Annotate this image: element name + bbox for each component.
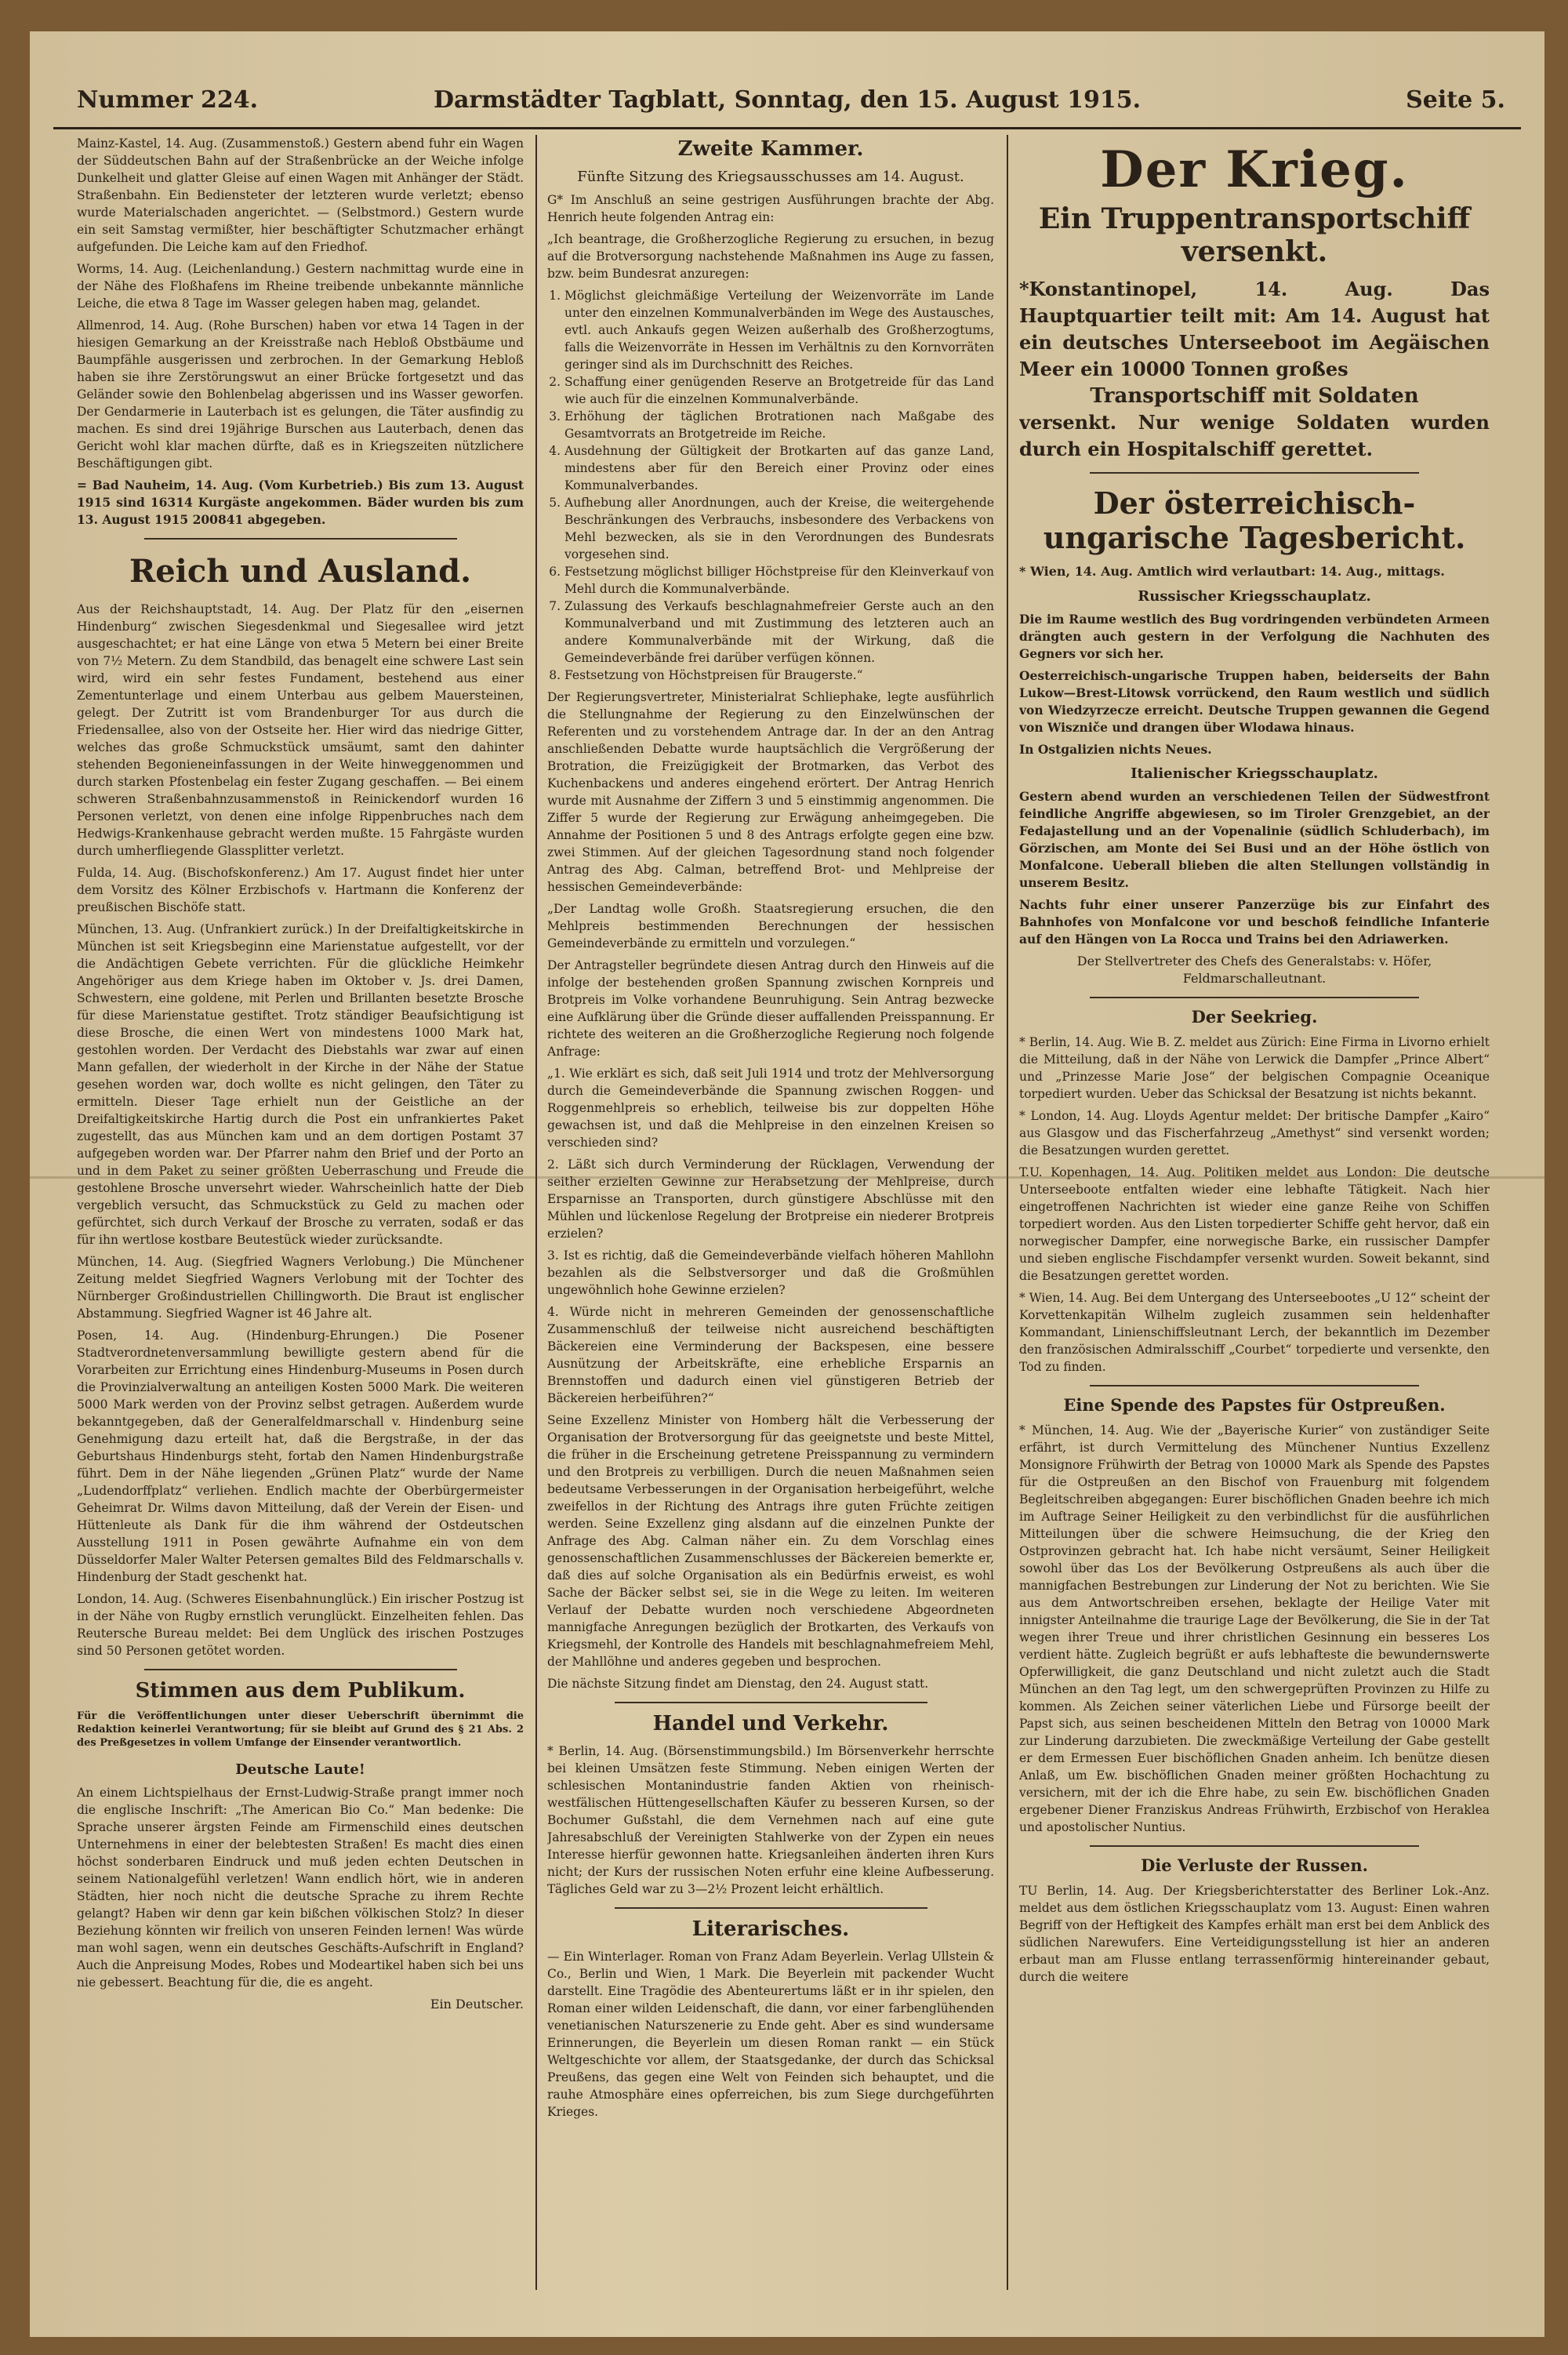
article-paragraph: T.U. Kopenhagen, 14. Aug. Politiken meldet aus London: Die deutsche Unterseeboote entfalten wieder eine lebhafte Tätigkeit. Nach hier eingetroffenen Nachrichten ist wieder eine ganze Reihe von Schiffen torpediert worden. Aus den Listen torpedierter Schiffe geht hervor, daß ein norwegischer Dampfer, eine norwegische Barke, ein russischer Dampfer und sieben englische Fischdampfer versenkt wurden. Soweit bekannt, sind die Besatzungen gerettet worden. (1019, 1165, 1490, 1283)
article-paragraph: * Wien, 14. Aug. Bei dem Untergang des Unterseebootes „U 12“ scheint der Korvettenkapitän Wilhelm zugleich zusammen sein heldenhafter Kommandant, Linienschiffsleutnant Lerch, der bekanntlich im Dezember den französischen Admiralsschiff „Courbet“ torpedierte und versenkte, den Tod zu finden. (1019, 1290, 1490, 1374)
article-paragraph: Worms, 14. Aug. (Leichenlandung.) Gestern nachmittag wurde eine in der Nähe des Floßhafens im Rheine treibende unbekannte männliche Leiche, die etwa 8 Tage im Wasser gelegen haben mag, gelandet. (77, 262, 524, 311)
article-paragraph: 2. Läßt sich durch Verminderung der Rücklagen, Verwendung der seither erzielten Gewinne zur Herabsetzung der Mehlpreise, durch Ersparnisse an Transporten, durch günstigere Abschlüsse mit den Mühlen und lückenlose Regelung der Brotpreise ein niederer Brotpreis erzielen? (547, 1158, 994, 1241)
article-paragraph: Aus der Reichshauptstadt, 14. Aug. Der Platz für den „eisernen Hindenburg“ zwischen Siegesdenkmal und Siegesallee wird jetzt ausgeschachtet; er hat eine Länge von etwa 5 Metern bei einer Breite von 7½ Metern. Zu dem Standbild, das benagelt eine schwere Last sein wird, wird ein sehr festes Fundament, bestehend aus einer Zementunterlage und einem Unterbau aus gelbem Mauersteinen, gelegt. Der Zutritt ist vom Brandenburger Tor aus durch die Friedensallee, also von der Ostseite her. Hier wird das niedrige Gitter, welches das große Schmuckstück umsäumt, samt den dahinter stehenden Begonieneinfassungen in der Weite hinweggenommen und durch starken Pfostenbelag ein fester Zugang geschaffen. — Bei einem schweren Straßenbahnzusammenstoß in Reinickendorf wurden 16 Personen verletzt, von denen eine infolge Rippenbruches nach dem Hedwigs-Krankenhause gebracht werden mußte. 15 Fahrgäste wurden durch umherfliegende Glassplitter verletzt. (77, 602, 524, 858)
section-heading-handel: Handel und Verkehr. (652, 1712, 889, 1735)
lead-paragraph (1019, 276, 1490, 463)
article-paragraph: * München, 14. Aug. Wie der „Bayerische Kurier“ von zuständiger Seite erfährt, ist durch Vermittelung des Münchener Nuntius Exzellenz Monsignore Frühwirth der Betrag von 10000 Mark als Spende des Papstes für die Ostpreußen an den Bischof von Frauenburg mit folgendem Begleitschreiben abgegangen: Eurer bischöflichen Gnaden beehre ich mich im Auftrage Seiner Heiligkeit zu den verbindlichst für die ausführlichen Mitteilungen über die schwere Heimsuchung, die der Krieg den Ostprovinzen gebracht hat. Ich habe nicht versäumt, Seiner Heiligkeit sowohl über das Los der Bevölkerung Ostpreußens als auch über die mannigfachen Bestrebungen zur Linderung der Not zu berichten. Wie Sie aus dem Antwortschreiben ersehen, beklagte der Heilige Vater mit innigster Anteilnahme die traurige Lage der Bevölkerung, die Sie in der Tat wegen ihrer Treue und ihrer christlichen Gesinnung ein besseres Los verdient hätte. Zugleich begrüßt er aufs lebhafteste die bewundernswerte Opferwilligkeit, die ganz Deutschland und nicht zuletzt auch die Stadt München an den Tag legt, um den schwergeprüften Provinzen zu Hilfe zu kommen. Als Zeichen seiner väterlichen Liebe und Fürsorge beeilt der Papst sich, aus seinen bescheidenen Mitteln den Betrag von 10000 Mark zur Linderung darzubieten. Die zweckmäßige Verteilung der Gabe gestellt er dem Ermessen Euer bischöflichen Gnaden anheim. Ich benütze diesen Anlaß, um Ew. bischöflichen Gnaden meiner größten Hochachtung zu versichern, mit der ich die Ehre habe, zu sein Ew. bischöflichen Gnaden ergebener Diener Franziskus Andreas Frühwirth, Erzbischof von Heraklea und apostolischer Nuntius. (1019, 1423, 1490, 1834)
section-heading-krieg: Der Krieg. (1100, 140, 1409, 199)
motion-item: 4. Ausdehnung der Gültigkeit der Brotkarten auf das ganze Land, mindestens aber für den Bereich einer Provinz oder eines Kommunalverbandes. (564, 442, 994, 494)
article-paragraph: Allmenrod, 14. Aug. (Rohe Burschen) haben vor etwa 14 Tagen in der hiesigen Gemarkung an der Kreisstraße nach Hebloß Obstbäume und Baumpfähle ausgerissen und zerbrochen. In der Gemarkung Hebloß haben sie ihre Zerstörungswut an einer Brücke fortgesetzt und das Geländer sowie den Bohlenbelag abgerissen und ins Wasser geworfen. Der Gendarmerie in Lauterbach ist es gelungen, die Täter ausfindig zu machen. Es sind drei 19jährige Burschen aus Lauterbach, denen das Gericht wohl klar machen dürfte, daß es in Kriegszeiten nützlichere Beschäftigungen gibt. (77, 318, 524, 471)
section-heading-papst: Eine Spende des Papstes für Ostpreußen. (1063, 1394, 1446, 1415)
section-heading-seekrieg: Der Seekrieg. (1191, 1006, 1318, 1027)
section-divider (1090, 997, 1419, 998)
article-paragraph: G* Im Anschluß an seine gestrigen Ausführungen brachte der Abg. Henrich heute folgenden Antrag ein: (547, 193, 994, 224)
article-paragraph: 4. Würde nicht in mehreren Gemeinden der genossenschaftliche Zusammenschluß der teilweise nicht ausreichend beschäftigten Bäckereien eine Verminderung der Backspesen, eine bessere Ausnützung der Arbeitskräfte, eine erhebliche Ersparnis an Brennstoffen und dadurch einen viel günstigeren Betrieb der Bäckereien herbeiführen?“ (547, 1305, 994, 1405)
session-subhead: Fünfte Sitzung des Kriegsausschusses am 14. August. (577, 169, 964, 185)
lead-highlight: Transportschiff mit Soldaten (1090, 384, 1419, 408)
article-paragraph: An einem Lichtspielhaus der Ernst-Ludwig-Straße prangt immer noch die englische Inschrift: „The American Bio Co.“ Man bedenke: Die Sprache unserer ärgsten Feinde am Firmenschild eines deutschen Unternehmens in einer der belebtesten Straßen! Es macht dies einen höchst sonderbaren Eindruck und muß jeden echten Deutschen in seinem Nationalgefühl verletzen! Wann endlich hört, wie in anderen Städten, hier noch nicht die deutsche Sprache zu ihrem Rechte gelangt? Haben wir denn gar kein bißchen völkischen Stolz? In dieser Beziehung könnten wir freilich von unseren Feinden lernen! Was würde man wohl sagen, wenn ein deutsches Geschäfts-Aufschrift in England? Auch die Anpreisung Modes, Robes und Modeartikel haben sich bei uns nie gebessert. Beachtung für die, die es angeht. (77, 1786, 524, 1990)
editorial-disclaimer: Für die Veröffentlichungen unter dieser Ueberschrift übernimmt die Redaktion keinerlei Verantwortung; für sie bleibt auf Grund des § 21 Abs. 2 des Preßgesetzes in vollem Umfange der Einsender verantwortlich. (77, 1710, 524, 1749)
article-paragraph: Oesterreichisch-ungarische Truppen haben, beiderseits der Bahn Lukow—Brest-Litowsk vorrückend, den Raum westlich und südlich von Wiedzyrzecze erreicht. Deutsche Truppen gewannen die Gegend von Wiszniče und drangen über Wlodawa hinaus. (1019, 667, 1490, 735)
letter-signature: Ein Deutscher. (430, 1997, 524, 2012)
article-paragraph: Der Antragsteller begründete diesen Antrag durch den Hinweis auf die infolge der bestehenden großen Spannung zwischen Kornpreis und Brotpreis im Volke vorhandene Beunruhigung. Sein Antrag bezwecke eine Aufklärung über die Gründe dieser auffallenden Preisspannung. Er richtete des weiteren an die Großherzogliche Regierung noch folgende Anfrage: (547, 958, 994, 1059)
article-paragraph: Die im Raume westlich des Bug vordringenden verbündeten Armeen drängten auch gestern in der Verfolgung die Nachhuten des Gegners vor sich her. (1019, 611, 1490, 661)
section-divider (1090, 472, 1419, 474)
letter-title: Deutsche Laute! (235, 1761, 365, 1778)
article-paragraph: In Ostgalizien nichts Neues. (1019, 741, 1212, 757)
section-divider (1090, 1385, 1419, 1386)
headline-tagesbericht: Der österreichisch-ungarische Tagesbericht. (1043, 485, 1466, 555)
section-divider (615, 1907, 927, 1909)
article-paragraph: — Ein Winterlager. Roman von Franz Adam Beyerlein. Verlag Ullstein & Co., Berlin und Wien, 1 Mark. Die Beyerlein mit packender Wucht darstellt. Eine Tragödie des Abenteurertums läßt er in ihr spielen, den Roman einer wilden Leidenschaft, die dann, vor einer farbenglühenden venetianischen Naturszenerie zu Ende geht. Aber es sind wundersame Erinnerungen, die Beyerlein um diesen Roman rankt — ein Stück Weltgeschichte vor allem, der Staatsgedanke, der durch das Schicksal Preußens, das gegen eine Welt von Feinden sich behauptet, und die rauhe Atmosphäre eines opferreichen, bis zum Siege durchgeführten Krieges. (547, 1950, 994, 2119)
section-divider (144, 538, 457, 540)
column-rule (535, 135, 537, 2290)
motion-item: 8. Festsetzung von Höchstpreisen für Braugerste.“ (564, 667, 994, 684)
article-paragraph: * Berlin, 14. Aug. Wie B. Z. meldet aus Zürich: Eine Firma in Livorno erhielt die Mitteilung, daß in der Nähe von Lerwick die Dampfer „Prince Albert“ und „Prinzesse Marie Jose“ der belgischen Compagnie Oceanique torpediert wurden. Ueber das Schicksal der Besatzung ist nichts bekannt. (1019, 1034, 1490, 1101)
section-heading-verluste: Die Verluste der Russen. (1141, 1855, 1368, 1875)
article-paragraph: München, 13. Aug. (Unfrankiert zurück.) In der Dreifaltigkeitskirche in München ist seit Kriegsbeginn eine Marienstatue aufgestellt, vor der die Andächtigen Gebete verrichten. Für die glückliche Heimkehr Angehöriger aus dem Kriege haben im Oktober v. Js. drei Damen, Schwestern, eine goldene, mit Perlen und Brillanten besetzte Brosche für diese Marienstatue gestiftet. Trotz ständiger Beaufsichtigung ist diese Brosche, die einen Wert von mindestens 1000 Mark hat, gestohlen worden. Der Verdacht des Diebstahls war zwar auf einen Mann gefallen, der wiederholt in der Kirche in der Nähe der Statue gesehen worden war, doch wollte es nicht gelingen, den Täter zu ermitteln. Dieser Tage erhielt nun der Geistliche an der Dreifaltigkeitskirche Hartig durch die Post ein unfrankiertes Paket zugestellt, das aus München kam und an dem dortigen Postamt 37 aufgegeben worden war. Der Pfarrer nahm den Brief und der Porto an und in dem Paket zu seiner größten Ueberraschung und Freude die gestohlene Brosche unversehrt wieder. Wahrscheinlich hatte der Dieb vergeblich versucht, das Schmuckstück zu Geld zu machen oder gefürchtet, sich durch Verkauf der Brosche zu verraten, sodaß er das für ihn wertlose kostbare Beutestück wieder zurücksandte. (77, 922, 524, 1247)
motion-item: 7. Zulassung des Verkaufs beschlagnahmefreier Gerste auch an den Kommunalverband und mit Zustimmung des letzteren auch an andere Kommunalverbände mit der Wirkung, daß die Gemeindeverbände frei darüber verfügen können. (564, 598, 994, 667)
article-paragraph: * London, 14. Aug. Lloyds Agentur meldet: Der britische Dampfer „Kairo“ aus Glasgow und das Fischerfahrzeug „Amethyst“ sind versenkt worden; die Besatzungen wurden gerettet. (1019, 1108, 1490, 1158)
article-paragraph: Nachts fuhr einer unserer Panzerzüge bis zur Einfahrt des Bahnhofes von Monfalcone vor und beschoß feindliche Infanterie auf den Hängen von La Rocca und Trains bei den Adriawerken. (1019, 896, 1490, 947)
section-heading-kammer: Zweite Kammer. (677, 137, 864, 161)
section-heading-literarisches: Literarisches. (691, 1917, 850, 1941)
article-paragraph: München, 14. Aug. (Siegfried Wagners Verlobung.) Die Münchener Zeitung meldet Siegfried Wagners Verlobung mit der Tochter des Nürnberger Großindustriellen Chillingworth. Die Braut ist englischer Abstammung. Siegfried Wagner ist 46 Jahre alt. (77, 1255, 524, 1321)
article-paragraph: Posen, 14. Aug. (Hindenburg-Ehrungen.) Die Posener Stadtverordnetenversammlung bewilligte gestern abend für die Vorarbeiten zur Errichtung eines Hindenburg-Museums in Posen durch die Provinzialverwaltung an anteiligen Kosten 5000 Mark. Die weiteren 5000 Mark werden von der Provinz selbst getragen. Außerdem wurde bekanntgegeben, daß der Generalfeldmarschall v. Hindenburg seine Genehmigung dazu erteilt hat, daß die Bergstraße, in der das Geburtshaus Hindenburgs steht, fortab den Namen Hindenburgstraße führt. Dem in der Nähe liegenden „Grünen Platz“ wurde der Name „Ludendorffplatz“ verliehen. Endlich machte der Oberbürgermeister Geheimrat Dr. Wilms davon Mitteilung, daß der Verein der Eisen- und Hüttenleute als Dank für die ihm während der Ostdeutschen Ausstellung 1911 in Posen gewährte Aufnahme ein von dem Düsseldorfer Maler Walter Petersen gemaltes Bild des Feldmarschalls v. Hindenburg der Stadt geschenkt hat. (77, 1328, 524, 1584)
article-paragraph: * Berlin, 14. Aug. (Börsenstimmungsbild.) Im Börsenverkehr herrschte bei kleinen Umsätzen feste Stimmung. Neben einigen Werten der schlesischen Montanindustrie fanden Aktien von rheinisch-westfälischen Hüttengesellschaften Käufer zu besseren Kursen, so der Bochumer Gußstahl, die dem Vernehmen nach auf eine gute Jahresabschluß der Vereinigten Stahlwerke von der Zypen ein neues Interesse hierfür gewonnen hatte. Kriegsanleihen änderten ihren Kurs nicht; der Kurs der russischen Noten erfuhr eine kleine Aufbesserung. Tägliches Geld war zu 3—2½ Prozent leicht erhältlich. (547, 1744, 994, 1896)
column-left (77, 135, 524, 2306)
article-paragraph: London, 14. Aug. (Schweres Eisenbahnunglück.) Ein irischer Postzug ist in der Nähe von Rugby ernstlich verunglückt. Einzelheiten fehlen. Das Reutersche Bureau meldet: Bei dem Unglück des irischen Postzuges sind 50 Personen getötet worden. (77, 1592, 524, 1658)
article-paragraph: TU Berlin, 14. Aug. Der Kriegsberichterstatter des Berliner Lok.-Anz. meldet aus dem östlichen Kriegsschauplatz vom 13. August: Einen wahren Begriff von der Heftigkeit des Kampfes erhält man erst bei dem Anblick des südlichen Narewufers. Eine Verteidigungsstellung ist hier an anderen erbaut man am Flusse entlang terrassenförmig hintereinander gebaut, durch die weitere (1019, 1883, 1490, 1984)
section-divider (615, 1702, 927, 1703)
column-rule (1007, 135, 1008, 2290)
column-right (1019, 135, 1490, 2306)
theater-subhead-russland: Russischer Kriegsschauplatz. (1138, 587, 1371, 605)
section-divider (144, 1669, 457, 1670)
article-paragraph: = Bad Nauheim, 14. Aug. (Vom Kurbetrieb.) Bis zum 13. August 1915 sind 16314 Kurgäste angekommen. Bäder wurden bis zum 13. August 1915 200841 abgegeben. (77, 478, 524, 527)
article-paragraph: Der Regierungsvertreter, Ministerialrat Schliephake, legte ausführlich die Stellungnahme der Regierung zu den Einzelwünschen der Referenten und zu vorstehendem Antrage dar. In der an den Antrag anschließenden Debatte wurde hauptsächlich die Vergrößerung der Brotration, die Freizügigkeit der Brotmarken, das Verbot des Kuchenbackens und anderes eingehend erörtert. Der Antrag Henrich wurde mit Ausnahme der Ziffern 3 und 5 einstimmig angenommen. Die Ziffer 5 wurde der Regierung zur Erwägung anheimgegeben. Die Annahme der Positionen 5 und 8 des Antrags erfolgte gegen eine bzw. zwei Stimmen. Auf der gleichen Tagesordnung stand noch folgender Antrag des Abg. Calman, betreffend Brot- und Mehlpreise der hessischen Gemeindeverbände: (547, 690, 994, 894)
article-paragraph: „1. Wie erklärt es sich, daß seit Juli 1914 und trotz der Mehlversorgung durch die Gemeindeverbände die Spannung zwischen Roggen- und Roggenmehlpreis so erheblich, teilweise bis zur doppelten Höhe gewachsen ist, und daß die Mehlpreise in den einzelnen Kreisen so verschieden sind? (547, 1067, 994, 1150)
page-number: Seite 5. (1406, 86, 1505, 114)
newspaper-page (30, 31, 1544, 2337)
newspaper-title-date: Darmstädter Tagblatt, Sonntag, den 15. August 1915. (433, 86, 1142, 114)
article-paragraph: Gestern abend wurden an verschiedenen Teilen der Südwestfront feindliche Angriffe abgewiesen, so im Tiroler Grenzgebiet, an der Fedajastellung und an der Vopenalinie (südlich Schluderbach), im Görzischen, am Monte dei Sei Busi und an der Höhe östlich von Monfalcone. Ueberall blieben die alten Stellungen vollständig in unserem Besitz. (1019, 788, 1490, 890)
lead-text: *Konstantinopel, 14. Aug. Das Hauptquartier teilt mit: Am 14. August hat ein deutsches Unterseeboot im Aegäischen Meer ein 10000 Tonnen großes (1019, 278, 1490, 380)
article-paragraph: Seine Exzellenz Minister von Homberg hält die Verbesserung der Organisation der Brotversorgung für das geeignetste und beste Mittel, die früher in die Erscheinung getretene Preisspannung zu vermindern und den Brotpreis zu verbilligen. Durch die neuen Maßnahmen seien bedeutsame Verbesserungen in der Organisation herbeigeführt, welche zweifellos in der Richtung des Antrags ihre guten Früchte zeitigen werden. Seine Exzellenz ging alsdann auf die einzelnen Punkte der Anfrage des Abg. Calman näher ein. Zu dem Vorschlag eines genossenschaftlichen Zusammenschlusses der Bäckereien bemerkte er, daß dies auf solche Organisation als ein Bedürfnis erweist, es wohl Sache der Bäcker selbst sei, sie in die Wege zu leiten. Im weiteren Verlauf der Debatte wurden noch verschiedene Abgeordneten mannigfache Anregungen bezüglich der Brotkarten, des Verkaufs von Kriegsmehl, der Kontrolle des Handels mit beschlagnahmefreiem Mehl, der Mahllöhne und anderes gegeben und besprochen. (547, 1413, 994, 1669)
motion-item: 1. Möglichst gleichmäßige Verteilung der Weizenvorräte im Lande unter den einzelnen Kommunalverbänden im Wege des Austausches, evtl. auch Ankaufs gegen Weizen außerhalb des Großherzogtums, falls die Weizenvorräte in Hessen im Verhältnis zu den Kornvorräten geringer sind als im Durchschnitt des Reiches. (564, 287, 994, 373)
section-divider (1090, 1845, 1419, 1847)
headline-truppentransport: Ein Truppentransportschiff versenkt. (1038, 202, 1471, 268)
article-paragraph: 3. Ist es richtig, daß die Gemeindeverbände vielfach höheren Mahllohn bezahlen als die Selbstversorger und daß die Großmühlen ungewöhnlich hohe Gewinne erzielen? (547, 1248, 994, 1297)
lead-text: versenkt. Nur wenige Soldaten wurden durch ein Hospitalschiff gerettet. (1019, 411, 1490, 460)
report-signature: Der Stellvertreter des Chefs des Generalstabs: v. Höfer, Feldmarschalleutnant. (1076, 953, 1432, 986)
article-paragraph: „Ich beantrage, die Großherzogliche Regierung zu ersuchen, in bezug auf die Brotversorgung nachstehende Maßnahmen ins Auge zu fassen, bzw. beim Bundesrat anzuregen: (547, 232, 994, 281)
motion-item: 6. Festsetzung möglichst billiger Höchstpreise für den Kleinverkauf von Mehl durch die Kommunalverbände. (564, 563, 994, 598)
motion-item: 2. Schaffung einer genügenden Reserve an Brotgetreide für das Land wie auch für die einzelnen Kommunalverbände. (564, 373, 994, 408)
article-paragraph: „Der Landtag wolle Großh. Staatsregierung ersuchen, die den Mehlpreis bestimmenden Berechnungen der hessischen Gemeindeverbände zu ermitteln und vorzulegen.“ (547, 902, 994, 950)
article-paragraph: Die nächste Sitzung findet am Dienstag, den 24. August statt. (547, 1677, 929, 1691)
motion-item: 5. Aufhebung aller Anordnungen, auch der Kreise, die weitergehende Beschränkungen des Verbrauchs, insbesondere des Verbackens von Mehl bezwecken, als sie in den Verordnungen des Bundesrats vorgesehen sind. (564, 494, 994, 563)
article-paragraph: Mainz-Kastel, 14. Aug. (Zusammenstoß.) Gestern abend fuhr ein Wagen der Süddeutschen Bahn auf der Straßenbrücke an der Weiche infolge Dunkelheit und glatter Gleise auf einen Wagen mit Anhänger der Städt. Straßenbahn. Ein Bediensteter der letzteren wurde verletzt; ebenso wurde Materialschaden angerichtet. — (Selbstmord.) Gestern wurde ein seit Samstag vermißter, hier beschäftigter Schutzmacher erhängt aufgefunden. Die Leiche kam auf den Friedhof. (77, 136, 524, 254)
column-middle (547, 135, 994, 2306)
theater-subhead-italien: Italienischer Kriegsschauplatz. (1131, 765, 1378, 782)
article-paragraph: * Wien, 14. Aug. Amtlich wird verlautbart: 14. Aug., mittags. (1019, 564, 1445, 579)
motion-list (547, 287, 994, 684)
section-heading-stimmen: Stimmen aus dem Publikum. (135, 1679, 466, 1703)
section-heading-reich: Reich und Ausland. (129, 553, 472, 590)
issue-number: Nummer 224. (77, 86, 259, 114)
masthead (53, 78, 1521, 129)
article-paragraph: Fulda, 14. Aug. (Bischofskonferenz.) Am 17. August findet hier unter dem Vorsitz des Kölner Erzbischofs v. Hartmann die Konferenz der preußischen Bischöfe statt. (77, 866, 524, 914)
motion-item: 3. Erhöhung der täglichen Brotrationen nach Maßgabe des Gesamtvorrats an Brotgetreide im Reiche. (564, 408, 994, 442)
